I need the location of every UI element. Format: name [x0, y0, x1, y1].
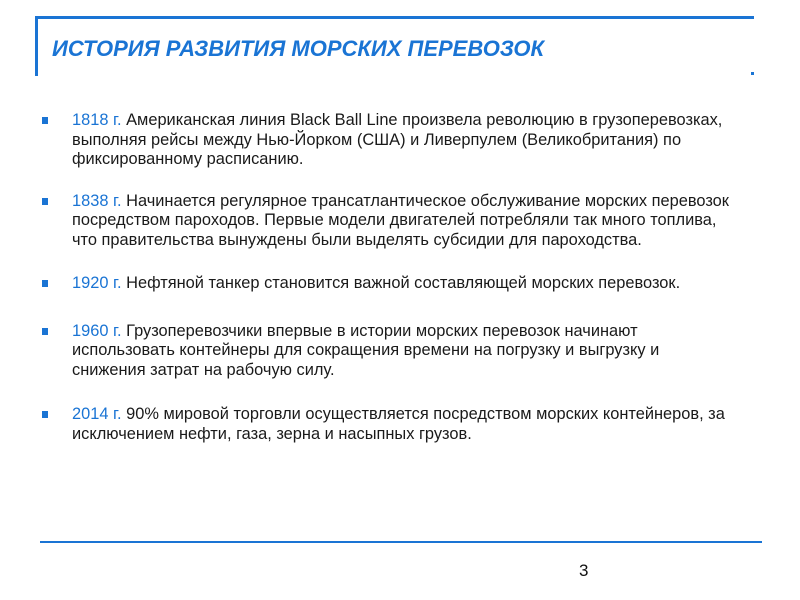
square-bullet-icon: [42, 117, 48, 124]
bullet-text: Начинается регулярное трансатлантическое обслуживание морских перевозок посредством пароходов. Первые модели двигателей потребляли так много топлива, что правительства вынуждены были выделять субсидии для пароходства.: [72, 191, 729, 249]
bullet-item: [42, 274, 732, 294]
bullet-year: 1838 г.: [72, 191, 122, 210]
title-frame-corner-dot: [751, 72, 754, 75]
bullet-year: 1960 г.: [72, 321, 122, 340]
bullet-item: [42, 322, 732, 381]
square-bullet-icon: [42, 280, 48, 287]
bullet-year: 1920 г.: [72, 274, 122, 292]
bullet-item: [42, 192, 732, 251]
square-bullet-icon: [42, 411, 48, 418]
bullet-year: 2014 г.: [72, 405, 122, 423]
title-frame-top-line: [35, 16, 754, 19]
footer-divider: [40, 541, 762, 543]
bullet-year: 1818 г.: [72, 111, 122, 129]
bullet-list: [42, 111, 732, 466]
title-frame-left-line: [35, 16, 38, 76]
bullet-text: Американская линия Black Ball Line произвела революцию в грузоперевозках, выполняя рейсы между Нью-Йорком (США) и Ливерпулем (Великобритания) по фиксированному расписанию.: [72, 111, 723, 168]
bullet-text: Нефтяной танкер становится важной составляющей морских перевозок.: [126, 274, 681, 292]
bullet-item: [42, 405, 732, 444]
bullet-text: Грузоперевозчики впервые в истории морских перевозок начинают использовать контейнеры для сокращения времени на погрузку и выгрузку и снижения затрат на рабочую силу.: [72, 321, 660, 379]
square-bullet-icon: [42, 328, 48, 335]
bullet-item: [42, 111, 732, 170]
bullet-text: 90% мировой торговли осуществляется посредством морских контейнеров, за исключением нефти, газа, зерна и насыпных грузов.: [72, 405, 725, 443]
square-bullet-icon: [42, 198, 48, 205]
slide-title: ИСТОРИЯ РАЗВИТИЯ МОРСКИХ ПЕРЕВОЗОК: [52, 36, 545, 61]
page-number: 3: [579, 561, 589, 580]
